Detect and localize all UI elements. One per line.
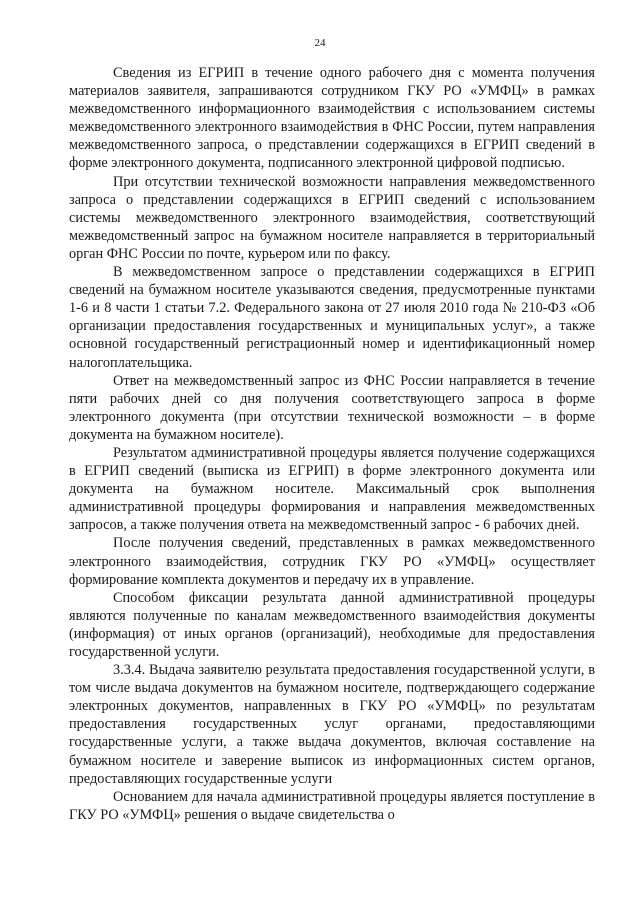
paragraph-fns-response: Ответ на межведомственный запрос из ФНС России направляется в течение пяти рабочих дней со дня получения соответствующего запроса в форме электронного документа (при отсутствии технической возможности – в форме документа на бумажном носителе). [69, 372, 595, 443]
paragraph-section-3-3-4: 3.3.4. Выдача заявителю результата предоставления государственной услуги, в том числе выдача документов на бумажном носителе, подтверждающего содержание электронных документов, направленных в ГКУ РО «УМФЦ» по результатам предоставления государственных услуг органами, предоставляющими государственные услуги, а также выдача документов, включая составление на бумажном носителе и заверение выписок из информационных систем органов, предоставляющих государственные услуги [69, 662, 595, 787]
paragraph-paper-request-contents: В межведомственном запросе о представлении содержащихся в ЕГРИП сведений на бумажном носителе указываются сведения, предусмотренные пунктами 1-6 и 8 части 1 статьи 7.2. Федерального закона от 27 июля 2010 года № 210-ФЗ «Об организации предоставления государственных и муниципальных услуг», а также основной государственный регистрационный номер и идентификационный номер налогоплательщика. [69, 264, 595, 371]
paragraph-procedure-result: Результатом административной процедуры является получение содержащихся в ЕГРИП сведений (выписка из ЕГРИП) в форме электронного документа или документа на бумажном носителе. Максимальный срок выполнения административной процедуры формирования и направления межведомственных запросов, а также получения ответа на межведомственный запрос - 6 рабочих дней. [69, 444, 595, 534]
paragraph-no-technical-possibility: При отсутствии технической возможности направления межведомственного запроса о представлении содержащихся в ЕГРИП сведений с использованием системы межведомственного электронного взаимодействия, соответствующий межведомственный запрос на бумажном носителе направляется в территориальный орган ФНС России по почте, курьером или по факсу. [69, 173, 595, 262]
page-number: 24 [314, 37, 326, 49]
paragraph-procedure-basis: Основанием для начала административной процедуры является поступление в ГКУ РО «УМФЦ» решения о выдаче свидетельства о [69, 788, 595, 823]
paragraph-fixation-method: Способом фиксации результата данной административной процедуры являются полученные по каналам межведомственного взаимодействия документы (информация) от иных органов (организаций), необходимые для предоставления государственной услуги. [69, 589, 595, 660]
paragraph-after-receipt: После получения сведений, представленных в рамках межведомственного электронного взаимодействия, сотрудник ГКУ РО «УМФЦ» осуществляет формирование комплекта документов и передачу их в управление. [69, 535, 595, 588]
document-body [69, 64, 595, 824]
paragraph-egrip-request: Сведения из ЕГРИП в течение одного рабочего дня с момента получения материалов заявителя, запрашиваются сотрудником ГКУ РО «УМФЦ» в рамках межведомственного информационного взаимодействия с использованием системы межведомственного электронного взаимодействия в ФНС России, путем направления межведомственного запроса, о представлении содержащихся в ЕГРИП сведений в форме электронного документа, подписанного электронной цифровой подписью. [69, 65, 595, 172]
